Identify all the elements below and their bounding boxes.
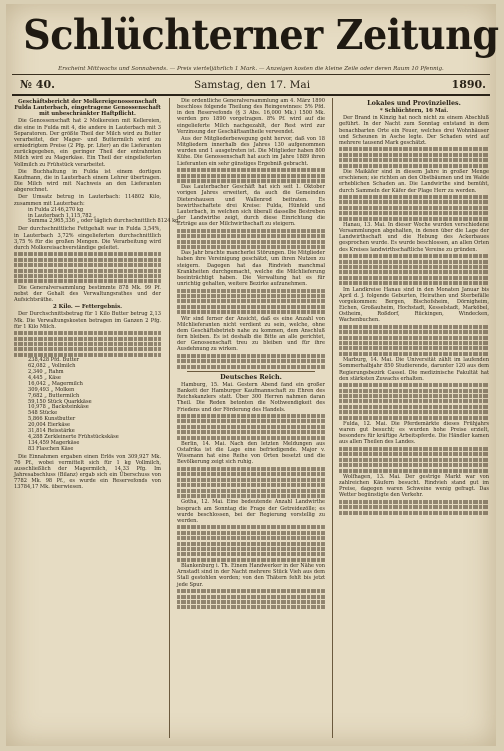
stats-line: 59,150 Stück Quarkkäse bbox=[28, 398, 92, 405]
column-3 bbox=[339, 98, 489, 740]
paragraph: Die Genossenschaft hat 2 Molkereien mit Kellereien, die eine in Fulda mit 4, die andere in Lauterbach mit 3 Separatoren. Der größte Theil der Milch wird zu Butter verarbeitet, der Mager- und Buttermilch wird zu erniedrigtem Preise (2 Pfg. pr. Liter) an die Lieferanten zurückgegeben, ein geringer Theil der entrahmten Milch wird zu Magerkäse. Ein Theil der eingelieferten Vollmilch zu Frühstück verarbeitet. bbox=[14, 118, 161, 168]
paragraph: Der Umsatz betrug in Lauterbach: 114802 Kilo, zusammen mit Lauterbach: bbox=[14, 194, 161, 207]
newspaper-page bbox=[6, 4, 499, 746]
paragraph: Die Buchhaltung in Fulda ist einem dortigen Kaufmann, die in Lauterbach einem Lehrer übertragen. Die Milch wird mit Nachweis an den Lieferanten abgerechnet. bbox=[14, 168, 161, 194]
stats-line: 62,082 „ Vollmilch bbox=[28, 363, 76, 370]
issue-year: 1890. bbox=[451, 78, 486, 91]
paragraph: Der Brand in Kinzig hat noch nicht zu einem Abschluß geführt. In der Nacht zum Sonntag entstand in dem benachbarten Orte ein Feuer, welches drei Wohnhäuser und Scheunen in Asche legte. Der Schaden wird auf mehrere tausend Mark geschätzt. bbox=[339, 115, 489, 146]
paragraph: Die Maikäfer sind in diesem Jahre in großer Menge erschienen; sie richten an den Obstbäumen und im Walde erheblichen Schaden an. Die Landwirthe sind bemüht, durch Sammeln der Käfer der Plage Herr zu werden. bbox=[339, 169, 489, 194]
paragraph: Der durchschnittliche Fettgehalt war in Fulda 3,54%, in Lauterbach 3,72% eingelieferten durchschnittlich 3,75 % für die großen Mengen. Die Verarbeitung wird durch Molkereisachverständige geleitet. bbox=[14, 226, 161, 251]
article-dateline: * Schlüchtern, 16 Mai. bbox=[379, 108, 449, 115]
paragraph: Berlin, 14. Mai. Nach den letzten Meldungen aus Ostafrika ist die Lage eine befriedigende. Major v. Wissmann hat eine Reihe von Orten besetzt und die Bevölkerung zeigt sich ruhig. bbox=[177, 441, 325, 466]
section-heading: Lokales und Provinzielles. bbox=[367, 99, 461, 107]
masthead-subtitle: Erscheint Mittwochs und Sonnabends. — Preis vierteljährlich 1 Mark. — Anzeigen kosten die kleine Zeile oder deren Raum 10 Pfennig. bbox=[58, 66, 444, 72]
stats-line: 16,042 „ Magermilch bbox=[28, 380, 83, 387]
paragraph: Marburg, 14. Mai. Die Universität zählt im laufenden Sommerhalbjahr 850 Studierende, darunter 120 aus dem Regierungsbezirk Cassel. Die medizinische Fakultät hat den stärksten Zuwachs erhalten. bbox=[339, 357, 489, 382]
stats-line: 4,445 „ Käse bbox=[28, 374, 61, 381]
column-divider bbox=[169, 98, 170, 738]
stats-line: 548 Stücke bbox=[28, 410, 58, 417]
paragraph: Wir sind ferner der Ansicht, daß es eine Anzahl von Milchlieferanten nicht verdient zu sein, welche, ohne dem Geschäftsbetrieb nahe zu kommen, dem Anschluß fern bleiben. Es ist deshalb die Bitte an alle gerichtet, der Genossenschaft treu zu bleiben und für ihre Ausdehnung zu wirken. bbox=[177, 315, 325, 353]
column-2 bbox=[177, 98, 325, 740]
stats-line: 238,428 Pfd. Butter bbox=[28, 357, 80, 364]
paragraph: Blankenburg i. Th. Einem Handwerker in der Nähe von Arnstadt sind in der Nacht mehrere Stück Vieh aus dem Stall gestohlen worden; von den Thätern fehlt bis jetzt jede Spur. bbox=[177, 563, 325, 588]
paragraph: Der Durchschnittsbetrag für 1 Kilo Butter betrug 2,13 Mk. Die Verwaltungskosten betragen im Ganzen 2 Pfg. für 1 Kilo Milch. bbox=[14, 311, 161, 330]
masthead-title: Schlüchterner Zeitung bbox=[23, 11, 499, 59]
rule-top bbox=[12, 74, 490, 75]
stats-line: Summa 2,965,336 „ oder täglich durchschnittlich 8124 kg. bbox=[28, 218, 181, 225]
rule-bottom bbox=[12, 94, 490, 96]
subheading: 2 Kilo. — Fettergebnis. bbox=[53, 304, 122, 311]
paragraph: Das Lauterbacher Geschäft hat sich seit 1. Oktober vorigen Jahres erweitert, da auch die Gemeinden Dietershausen und Wallenrod beitraten. Es bewirthschaftete drei Kreise: Fulda, Hünfeld und Lauterbach, in welchen sich überall dasselbe Bestreben der Landwirthe zeigt, durch diese Einrichtung die Erträge aus der Milchwirthschaft zu steigern. bbox=[177, 184, 325, 228]
paragraph: Wolfhagen, 13. Mai. Der gestrige Markt war von zahlreichen Käufern besucht. Rindvieh stand gut im Preise, dagegen waren Schweine wenig gefragt. Das Wetter begünstigte den Verkehr. bbox=[339, 473, 489, 499]
paragraph: Aus der Mitgliederbewegung geht hervor, daß von 18 Mitgliedern innerhalb des Jahres 130 aufgenommen wurden und 1 ausgetreten ist. Die Mitglieder haben 800 Kühe. Die Genossenschaft hat auch im Jahre 1889 ihren Lieferanten ein sehr günstiges Ergebniß gebracht. bbox=[177, 135, 325, 167]
dateline bbox=[14, 77, 490, 93]
paragraph: Die Einnahmen ergaben einen Erlös von 309,927 Mk. 76 Pf., wobei vermittelt sich für 1 kg Vollmilch, ausschließlich der Magermilch, 14,33 Pfg. Im Jahresabschluss (Bilanz) ergab sich ein Überschuss von 7782 Mk. 98 Pf., es wurde ein Reservefonds von 13784,17 Mk. überwiesen. bbox=[14, 453, 161, 491]
stats-line: in Fulda 2146,270 kg bbox=[28, 206, 84, 213]
paragraph: Hanau, 13. Mai. In dieser Woche wurden verschiedene Versammlungen abgehalten, in denen über die Lage der Landwirthschaft und die Hebung des Ackerbaues gesprochen wurde. Es wurde beschlossen, an allen Orten des Kreises landwirthschaftliche Vereine zu gründen. bbox=[339, 222, 489, 253]
stats-line: 10,978 „ Backsteinkäse bbox=[28, 404, 89, 411]
column-divider bbox=[332, 98, 333, 738]
section-heading: Deutsches Reich. bbox=[220, 372, 282, 381]
stats-line: 309,493 „ Molken bbox=[28, 386, 75, 393]
stats-line: in Lauterbach 1,115,782 „ bbox=[28, 212, 96, 219]
paragraph: Das Jahr brachte mancherlei Störungen. Die Mitglieder haben ihre Vereinigung geschätzt, um ihren Nutzen zu steigern. Dagegen hat das Rindvieh manchmal Krankheiten durchgemacht, welche die Milchlieferung beeinträchtigt haben. Die Verwaltung hat es für unrichtig gehalten, weitere Bezirke aufzunehmen. bbox=[177, 250, 325, 288]
stats-list bbox=[28, 358, 161, 453]
stats-list bbox=[28, 206, 181, 226]
paragraph: Fulda, 12. Mai. Die Pferdemärkte dieses Frühjahrs waren gut besucht; es wurden hohe Preise erzielt, besonders für kräftige Arbeitspferde. Die Händler kamen aus allen Theilen des Landes. bbox=[339, 420, 489, 446]
stats-line: 83 Flaschen Käse bbox=[28, 445, 74, 452]
article-divider bbox=[187, 371, 315, 372]
stats-line: 2,340 „ Rahm bbox=[28, 368, 64, 375]
stats-line: 134,459 Magerkäse bbox=[28, 439, 80, 446]
stats-line: 31,814 Reisstärke bbox=[28, 428, 75, 435]
column-1 bbox=[14, 98, 181, 740]
paragraph: Im Landkreise Hanau sind in den Monaten Januar bis April d. J. folgende Geburten, Heirathen und Sterbefälle vorgekommen: Bergen, Bischofsheim, Dörnigheim, Eichen, Großauheim, Hochstadt, Kesselstadt, Marköbel, Ostheim, Roßdorf, Rückingen, Windecken, Wachenbuchen. bbox=[339, 286, 489, 324]
stats-line: 7,682 „ Buttermilch bbox=[28, 392, 80, 399]
paragraph: Die Generalversammlung bestimmte 878 Mk. 99 Pf. nebst der Gehalt des Verwaltungsrathes und der Aufsichtsräthe. bbox=[14, 284, 161, 304]
paragraph: Die ordentliche Generalversammlung am 4. März 1890 beschloss folgende Theilung des Reingewinnes: 5% Pfd. in den Reservefonds (§ 3 Abs. 16,000 Mk.) 1500 Mk. werden pro 1890 vorgetragen. 8% Pf. wird auf die eingelieferte Milch nachgezahlt, der Rest wird zur Verzinsung der Geschäftsantheile verwendet. bbox=[177, 98, 325, 135]
paragraph: Hamburg, 15. Mai. Gestern Abend fand ein großer Bankett der Hamburger Kaufmannschaft zu Ehren des Reichskanzlers statt. Über 300 Herren nahmen daran Theil. Die Reden betonten die Nothwendigkeit des Friedens und der Förderung des Handels. bbox=[177, 381, 325, 413]
stats-line: 4,288 Zerkleinerte Frühstückskäse bbox=[28, 433, 119, 440]
issue-date: Samstag, den 17. Mai bbox=[193, 79, 311, 91]
issue-number: № 40. bbox=[20, 78, 55, 91]
stats-line: 5,866 Kunstbutter bbox=[28, 416, 76, 423]
paragraph: Gotha, 12. Mai. Eine bedeutende Anzahl Landwirthe besprach am Sonntag die Frage der Getreidezölle; es wurde beschlossen, bei der Regierung vorstellig zu werden. bbox=[177, 499, 325, 524]
stats-line: 20,004 Eierkäse bbox=[28, 422, 70, 429]
article-heading: Geschäftsbericht der Molkereigenossenschaft Fulda Lauterbach, eingetragene Genossenschaft mit unbeschränkter Haftpflicht. bbox=[14, 99, 161, 118]
